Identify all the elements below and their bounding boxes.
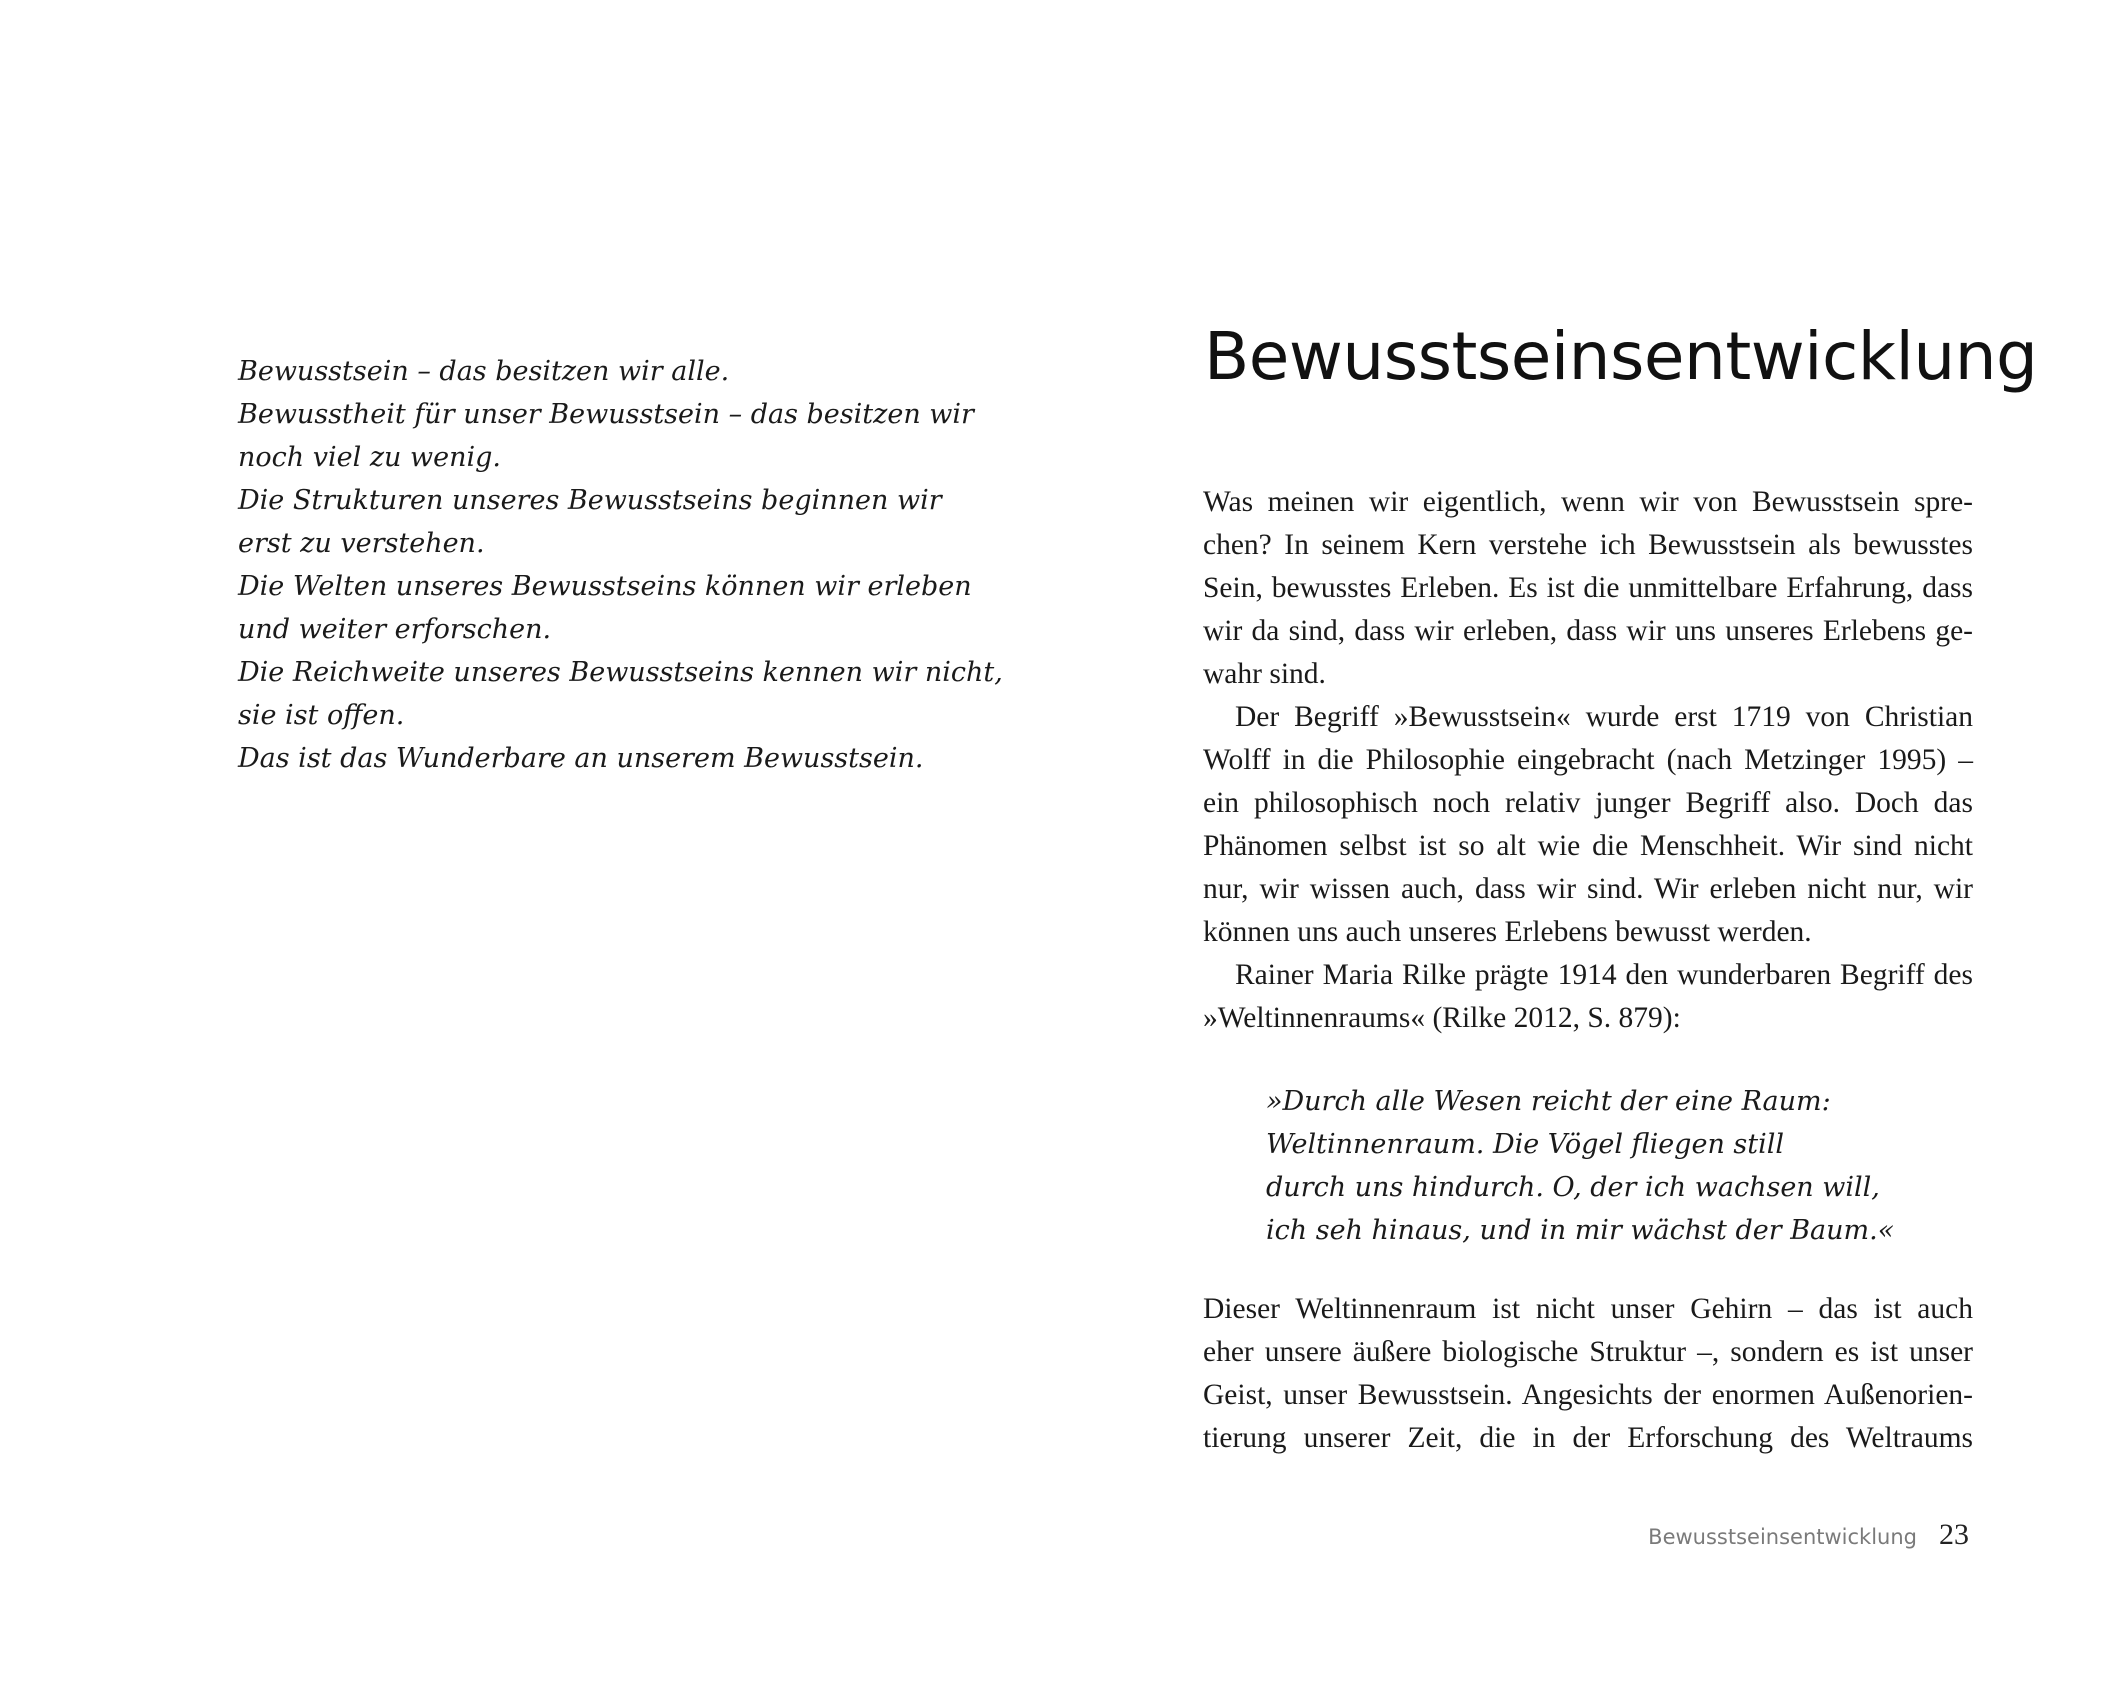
chapter-title: Bewusstseinsentwicklung bbox=[1204, 318, 2038, 395]
body-line: Sein, bewusstes Erleben. Es ist die unmittelbare Erfahrung, dass bbox=[1203, 572, 1973, 604]
poem-line: noch viel zu wenig. bbox=[238, 442, 501, 473]
body-line: Phänomen selbst ist so alt wie die Menschheit. Wir sind nicht bbox=[1203, 830, 1973, 862]
body-line: Wolff in die Philosophie eingebracht (nach Metzinger 1995) – bbox=[1203, 744, 1973, 776]
poem-line: Die Strukturen unseres Bewusstseins beginnen wir bbox=[238, 485, 942, 516]
poem-line: sie ist offen. bbox=[238, 700, 405, 731]
poem-line: und weiter erforschen. bbox=[238, 614, 552, 645]
body-line: wahr sind. bbox=[1203, 658, 1326, 690]
quote-line: durch uns hindurch. O, der ich wachsen will, bbox=[1266, 1172, 1880, 1203]
quote-line: »Durch alle Wesen reicht der eine Raum: bbox=[1266, 1086, 1831, 1117]
poem-line: Bewusstheit für unser Bewusstsein – das besitzen wir bbox=[238, 399, 974, 430]
poem-line: Die Reichweite unseres Bewusstseins kennen wir nicht, bbox=[238, 657, 1003, 688]
poem-line: Das ist das Wunderbare an unserem Bewusstsein. bbox=[238, 743, 924, 774]
epigraph-poem bbox=[238, 350, 1003, 780]
body-line: Rainer Maria Rilke prägte 1914 den wunderbaren Begriff des bbox=[1235, 959, 1973, 991]
body-line: ein philosophisch noch relativ junger Begriff also. Doch das bbox=[1203, 787, 1973, 819]
body-text bbox=[1203, 481, 1973, 1040]
poem-line: erst zu verstehen. bbox=[238, 528, 485, 559]
body-line: chen? In seinem Kern verstehe ich Bewusstsein als bewusstes bbox=[1203, 529, 1973, 561]
body-line: wir da sind, dass wir erleben, dass wir uns unseres Erlebens ge- bbox=[1203, 615, 1973, 647]
body-line: Geist, unser Bewusstsein. Angesichts der enormen Außenorien- bbox=[1203, 1379, 1973, 1411]
running-footer bbox=[1648, 1518, 1969, 1552]
body-line: »Weltinnenraums« (Rilke 2012, S. 879): bbox=[1203, 1002, 1681, 1034]
continuation-text bbox=[1203, 1288, 1973, 1460]
body-line: können uns auch unseres Erlebens bewusst werden. bbox=[1203, 916, 1812, 948]
body-line: tierung unserer Zeit, die in der Erforschung des Weltraums bbox=[1203, 1422, 1973, 1454]
footer-running-title: Bewusstseinsentwicklung bbox=[1648, 1525, 1917, 1549]
block-quote bbox=[1266, 1080, 1895, 1252]
body-line: eher unsere äußere biologische Struktur –, sondern es ist unser bbox=[1203, 1336, 1973, 1368]
body-line: nur, wir wissen auch, dass wir sind. Wir erleben nicht nur, wir bbox=[1203, 873, 1973, 905]
body-line: Der Begriff »Bewusstsein« wurde erst 1719 von Christian bbox=[1235, 701, 1973, 733]
poem-line: Bewusstsein – das besitzen wir alle. bbox=[238, 356, 730, 387]
body-line: Was meinen wir eigentlich, wenn wir von Bewusstsein spre- bbox=[1203, 486, 1973, 518]
body-line: Dieser Weltinnenraum ist nicht unser Gehirn – das ist auch bbox=[1203, 1293, 1973, 1325]
poem-line: Die Welten unseres Bewusstseins können wir erleben bbox=[238, 571, 972, 602]
page-number: 23 bbox=[1939, 1518, 1969, 1551]
quote-line: ich seh hinaus, und in mir wächst der Baum.« bbox=[1266, 1215, 1895, 1246]
quote-line: Weltinnenraum. Die Vögel fliegen still bbox=[1266, 1129, 1785, 1160]
